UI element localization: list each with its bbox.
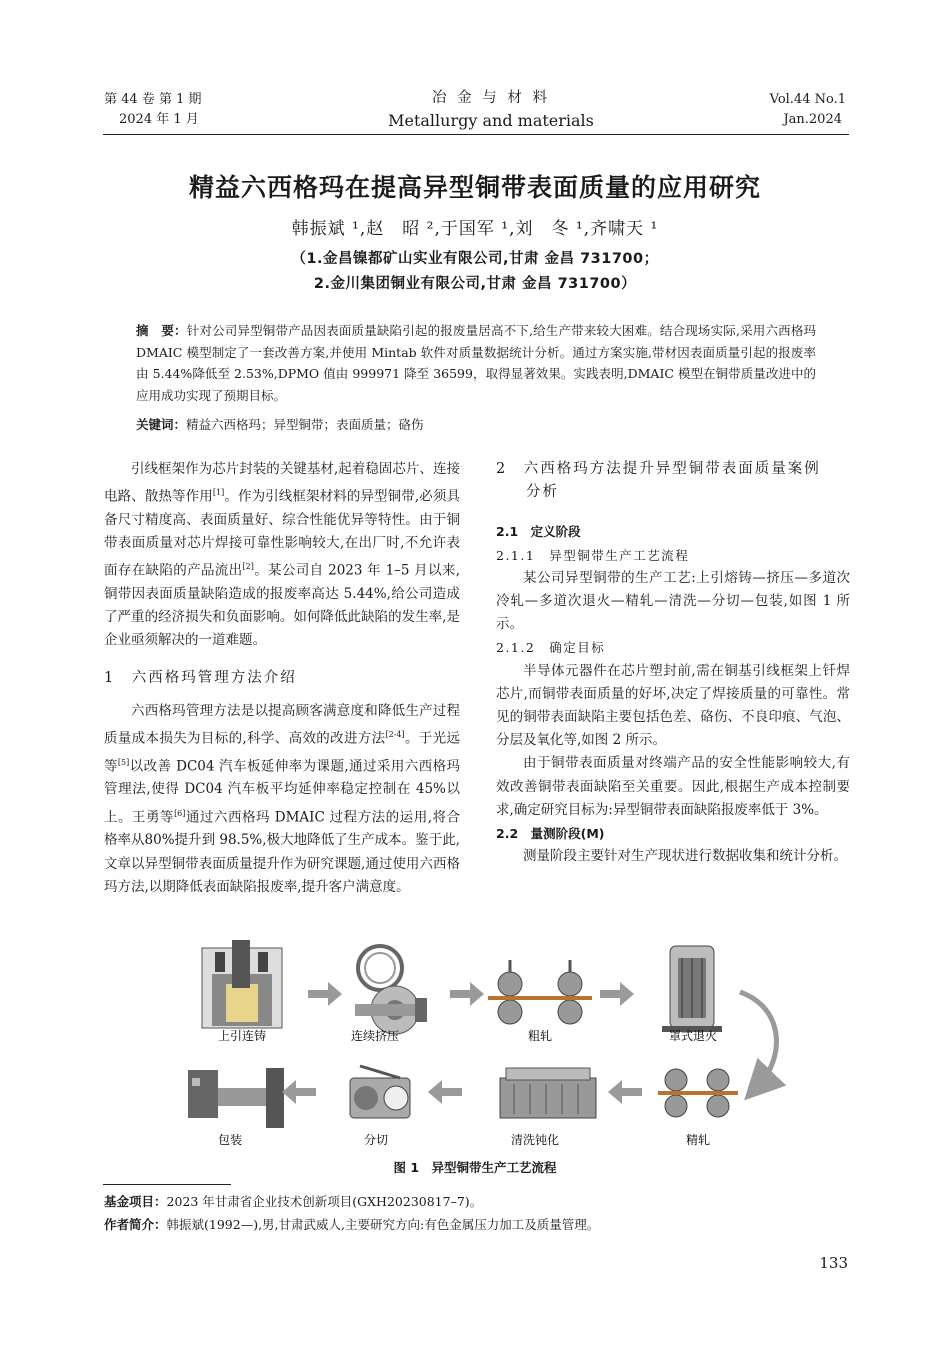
abstract-text: 针对公司异型铜带产品因表面质量缺陷引起的报废量居高不下,给生产带来较大困难。结合现场实际,采用六西格玛 DMAIC 模型制定了一套改善方案,并使用 Mintab 软件对质量数据统计分析。通过方案实施,带材因表面质量引起的报废率由 5.44%降低至 2.53%,DPMO 值由 999971 降至 36599，取得显著效果。实践表明,DMAIC 模型在铜带质量改进中的应用成功实现了预期目标。 xyxy=(136,323,816,403)
intro-paragraph: 引线框架作为芯片封装的关键基材,起着稳固芯片、连接电路、散热等作用[1]。作为引线框架材料的异型铜带,必须具备尺寸精度高、表面质量好、综合性能优异等特性。由于铜带表面质量对芯片焊接可靠性影响较大,在出厂时,不允许表面存在缺陷的产品流出[2]。某公司自 2023 年 1–5 月以来,铜带因表面质量缺陷造成的报废率高达 5.44%,给公司造成了严重的经济损失和负面影响。如何降低此缺陷的发生率,是企业亟须解决的一道难题。 xyxy=(104,461,461,649)
keywords-label: 关键词： xyxy=(136,417,187,432)
step-label-bottom-1: 包装 xyxy=(217,1133,243,1147)
section-2-2-heading: 2.2 量测阶段(M) xyxy=(496,826,605,842)
affiliation-2: 2.金川集团铜业有限公司,甘肃 金昌 731700） xyxy=(313,276,637,292)
funding-note: 基金项目：2023 年甘肃省企业技术创新项目(GXH20230817–7)。 xyxy=(104,1194,483,1209)
abstract xyxy=(136,320,816,406)
step-label-bottom-2: 分切 xyxy=(363,1133,389,1147)
arrow-left-icon xyxy=(282,1080,316,1104)
paragraph-2-1-2a: 半导体元器件在芯片塑封前,需在铜基引线框架上钎焊芯片,而铜带表面质量的好坏,决定了焊接质量的可靠性。常见的铜带表面缺陷主要包括色差、硌伤、不良印痕、气泡、分层及氧化等,如图 2 所示。 xyxy=(496,662,850,749)
paper-title: 精益六西格玛在提高异型铜带表面质量的应用研究 xyxy=(188,173,761,202)
author-list: 韩振斌 ¹,赵 昭 ²,于国军 ¹,刘 冬 ¹,齐啸天 ¹ xyxy=(291,219,659,239)
page-number: 133 xyxy=(819,1254,848,1272)
right-column xyxy=(496,458,850,868)
process-flow-figure xyxy=(170,938,790,1156)
date-cn: 2024 年 1 月 xyxy=(119,112,199,127)
rough-rolling-mill-image xyxy=(488,960,592,1024)
packaging-line-image xyxy=(188,1068,284,1128)
casting-furnace-image xyxy=(202,940,282,1028)
header-rule xyxy=(103,134,849,135)
extrusion-machine-image xyxy=(355,946,427,1034)
finish-rolling-mill-image xyxy=(658,1069,738,1117)
citation: [6] xyxy=(174,808,186,818)
slitting-machine-image xyxy=(350,1066,410,1118)
date-en: Jan.2024 xyxy=(783,112,842,127)
section-2-1-heading: 2.1 定义阶段 xyxy=(496,524,581,540)
arrow-left-icon xyxy=(428,1080,462,1104)
author-bio: 作者简介：韩振斌(1992—),男,甘肃武威人,主要研究方向:有色金属压力加工及质量管理。 xyxy=(104,1217,600,1232)
footnote-rule xyxy=(103,1184,231,1185)
arrow-icon xyxy=(450,982,484,1006)
journal-name-cn: 冶 金 与 材 料 xyxy=(432,90,550,106)
step-label-bottom-4: 精轧 xyxy=(685,1133,711,1147)
section-2-1-1-heading: 2.1.1 异型铜带生产工艺流程 xyxy=(496,547,690,563)
citation: [2] xyxy=(242,562,254,572)
step-label-top-3: 粗轧 xyxy=(527,1029,553,1043)
section-1-paragraph: 六西格玛管理方法是以提高顾客满意度和降低生产过程质量成本损失为目标的,科学、高效的改进方法[2-4]。于光远等[5]以改善 DC04 汽车板延伸率为课题,通过采用六西格玛管理法,使得 DC04 汽车板平均延伸率稳定控制在 45%以上。王勇等[6]通过六西格玛 DMAIC 过程方法的运用,将合格率从80%提升到 98.5%,极大地降低了生产成本。鉴于此,文章以异型铜带表面质量提升作为研究课题,通过使用六西格玛方法,以期降低表面缺陷报废率,提升客户满意度。 xyxy=(104,702,461,895)
section-1-heading: 1 六西格玛管理方法介绍 xyxy=(104,669,297,686)
citation: [2-4] xyxy=(385,730,405,740)
step-label-top-2: 连续挤压 xyxy=(350,1029,400,1043)
step-label-bottom-3: 清洗钝化 xyxy=(510,1133,560,1147)
curved-arrow-icon xyxy=(740,992,776,1086)
affiliation-1: （1.金昌镍都矿山实业有限公司,甘肃 金昌 731700； xyxy=(291,251,659,267)
paragraph-2-2: 测量阶段主要针对生产现状进行数据收集和统计分析。 xyxy=(523,848,847,865)
arrow-icon xyxy=(600,982,634,1006)
step-label-top-4: 罩式退火 xyxy=(668,1029,718,1043)
volume-issue-cn: 第 44 卷 第 1 期 xyxy=(104,92,202,107)
cleaning-line-image xyxy=(500,1068,596,1118)
citation: [1] xyxy=(212,488,225,498)
section-2-1-2-heading: 2.1.2 确定目标 xyxy=(496,640,606,656)
step-label-top-1: 上引连铸 xyxy=(217,1029,267,1043)
section-2-heading: 2 六西格玛方法提升异型铜带表面质量案例 分析 xyxy=(496,461,821,501)
left-column xyxy=(104,458,460,899)
paragraph-2-1-1: 某公司异型铜带的生产工艺:上引熔铸—挤压—多道次冷轧—多道次退火—精轧—清洗—分切—包装,如图 1 所示。 xyxy=(496,569,850,633)
citation: [5] xyxy=(117,757,130,767)
keywords xyxy=(136,415,816,435)
arrow-icon xyxy=(308,982,342,1006)
keywords-text: 精益六西格玛；异型铜带；表面质量；硌伤 xyxy=(186,417,424,432)
arrow-left-icon xyxy=(608,1080,642,1104)
abstract-label: 摘 要： xyxy=(136,323,187,338)
journal-name-en: Metallurgy and materials xyxy=(388,111,594,130)
volume-issue-en: Vol.44 No.1 xyxy=(769,92,846,107)
bell-annealing-furnace-image xyxy=(662,946,722,1032)
paragraph-2-1-2b: 由于铜带表面质量对终端产品的安全性能影响较大,有效改善铜带表面缺陷至关重要。因此,根据生产成本控制要求,确定研究目标为:异型铜带表面缺陷报废率低于 3%。 xyxy=(496,755,850,818)
figure-caption: 图 1 异型铜带生产工艺流程 xyxy=(393,1160,557,1175)
